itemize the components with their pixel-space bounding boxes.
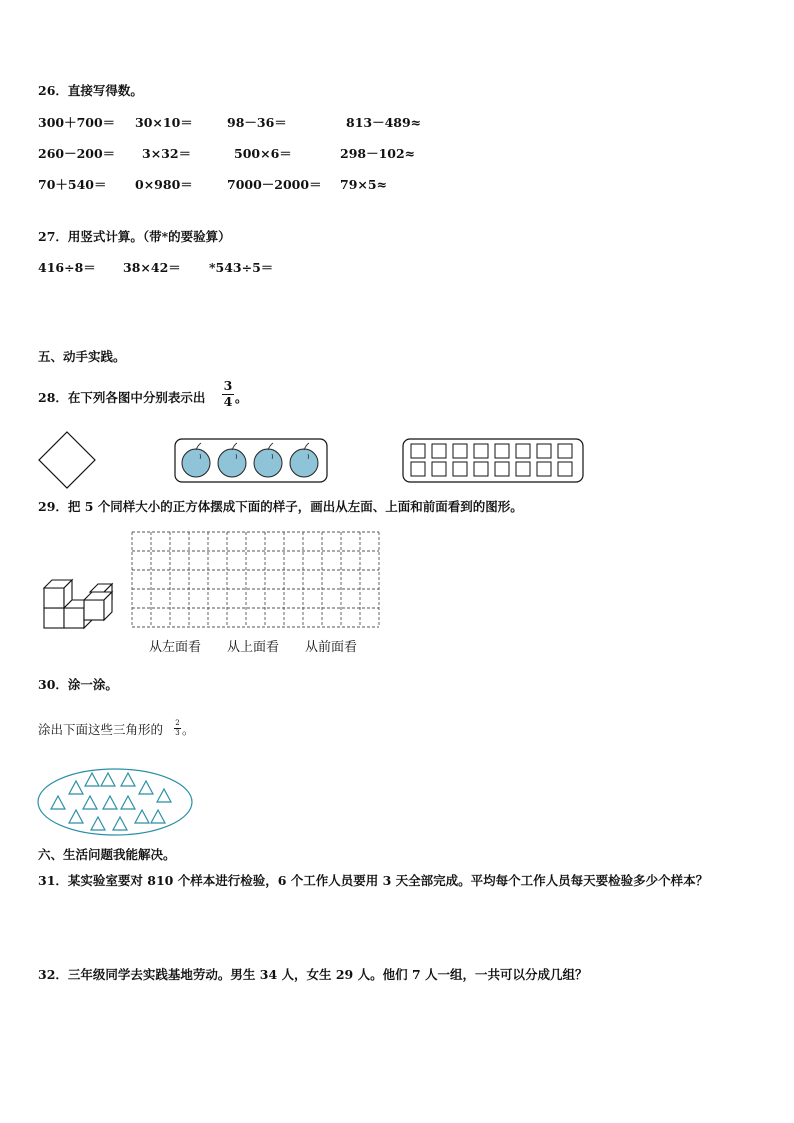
grid-square[interactable] [537, 444, 551, 458]
q31-title: 31．某实验室要对 810 个样本进行检验，6 个工作人员要用 3 天全部完成。平均每个工作人员每天要检验多少个样本？ [38, 873, 709, 888]
q26-title: 26．直接写得数。 [38, 83, 143, 98]
q27-item-3: *543÷5＝ [209, 260, 274, 275]
q29-cubes [40, 576, 120, 632]
triangle-shape[interactable] [91, 817, 105, 830]
q29-label-left: 从左面看 [149, 640, 202, 655]
triangle-shape[interactable] [113, 817, 127, 830]
grid-square[interactable] [411, 444, 425, 458]
q28-fraction-num: 3 [223, 378, 233, 393]
grid-square[interactable] [432, 444, 446, 458]
q28-fraction [222, 380, 234, 408]
triangle-shape[interactable] [121, 773, 135, 786]
triangle-shape[interactable] [103, 796, 117, 809]
triangle-shape[interactable] [85, 773, 99, 786]
grid-square[interactable] [495, 462, 509, 476]
grid-square[interactable] [516, 462, 530, 476]
section6-title: 六、生活问题我能解决。 [38, 847, 176, 862]
q26-r1c1: 300＋700＝ [38, 115, 116, 130]
q26-r1c3: 98－36＝ [227, 115, 287, 130]
q29-label-front: 从前面看 [305, 640, 358, 655]
grid-square[interactable] [411, 462, 425, 476]
triangle-shape[interactable] [139, 781, 153, 794]
q26-r3c4: 79×5≈ [340, 177, 388, 192]
q26-r3c1: 70＋540＝ [38, 177, 107, 192]
apple-icon[interactable] [218, 443, 246, 477]
q26-r2c2: 3×32＝ [142, 146, 192, 161]
triangle-shape[interactable] [101, 773, 115, 786]
apple-icon[interactable] [182, 443, 210, 477]
q28-fraction-den: 4 [223, 393, 233, 409]
q28-apple-box [174, 438, 329, 484]
q30-fraction [174, 720, 181, 737]
q26-r1c2: 30×10＝ [135, 115, 193, 130]
q29-dashed-grid[interactable] [131, 531, 381, 628]
apple-icon[interactable] [290, 443, 318, 477]
q26-r3c3: 7000－2000＝ [227, 177, 322, 192]
section5-title: 五、动手实践。 [38, 349, 126, 364]
q30-instruction-text: 涂出下面这些三角形的 [38, 722, 164, 737]
q32-title: 32．三年级同学去实践基地劳动。男生 34 人，女生 29 人。他们 7 人一组，一共可以分成几组？ [38, 967, 588, 982]
q26-r2c4: 298－102≈ [340, 146, 416, 161]
grid-square[interactable] [516, 444, 530, 458]
q30-title: 30．涂一涂。 [38, 677, 118, 692]
grid-square[interactable] [432, 462, 446, 476]
q27-title: 27．用竖式计算。（带*的要验算） [38, 229, 231, 244]
q30-triangle-ellipse [36, 766, 196, 838]
grid-square[interactable] [537, 462, 551, 476]
q26-r3c2: 0×980＝ [135, 177, 193, 192]
q27-item-2: 38×42＝ [123, 260, 181, 275]
q30-instruction [38, 724, 163, 737]
triangle-shape[interactable] [135, 810, 149, 823]
grid-square[interactable] [558, 462, 572, 476]
q27-item-1: 416÷8＝ [38, 260, 96, 275]
triangle-shape[interactable] [51, 796, 65, 809]
q28-title [38, 392, 205, 405]
q26-r2c3: 500×6＝ [234, 146, 292, 161]
triangle-shape[interactable] [157, 789, 171, 802]
q26-r1c4: 813－489≈ [346, 115, 422, 130]
triangle-shape[interactable] [151, 810, 165, 823]
grid-square[interactable] [495, 444, 509, 458]
q28-text: 28．在下列各图中分别表示出 [38, 390, 206, 405]
grid-square[interactable] [474, 444, 488, 458]
q28-diamond[interactable] [38, 431, 98, 491]
q30-suffix: 。 [182, 722, 195, 737]
q30-fraction-num: 2 [175, 719, 180, 727]
triangle-shape[interactable] [69, 781, 83, 794]
q29-title: 29．把 5 个同样大小的正方体摆成下面的样子，画出从左面、上面和前面看到的图形。 [38, 499, 523, 514]
triangle-shape[interactable] [83, 796, 97, 809]
q28-square-box [402, 438, 585, 484]
grid-square[interactable] [474, 462, 488, 476]
apple-icon[interactable] [254, 443, 282, 477]
q28-suffix: 。 [235, 390, 248, 405]
q26-r2c1: 260－200＝ [38, 146, 116, 161]
q30-fraction-den: 3 [175, 729, 180, 737]
grid-square[interactable] [558, 444, 572, 458]
grid-square[interactable] [453, 462, 467, 476]
triangle-shape[interactable] [121, 796, 135, 809]
triangle-shape[interactable] [69, 810, 83, 823]
q29-label-top: 从上面看 [227, 640, 280, 655]
grid-square[interactable] [453, 444, 467, 458]
